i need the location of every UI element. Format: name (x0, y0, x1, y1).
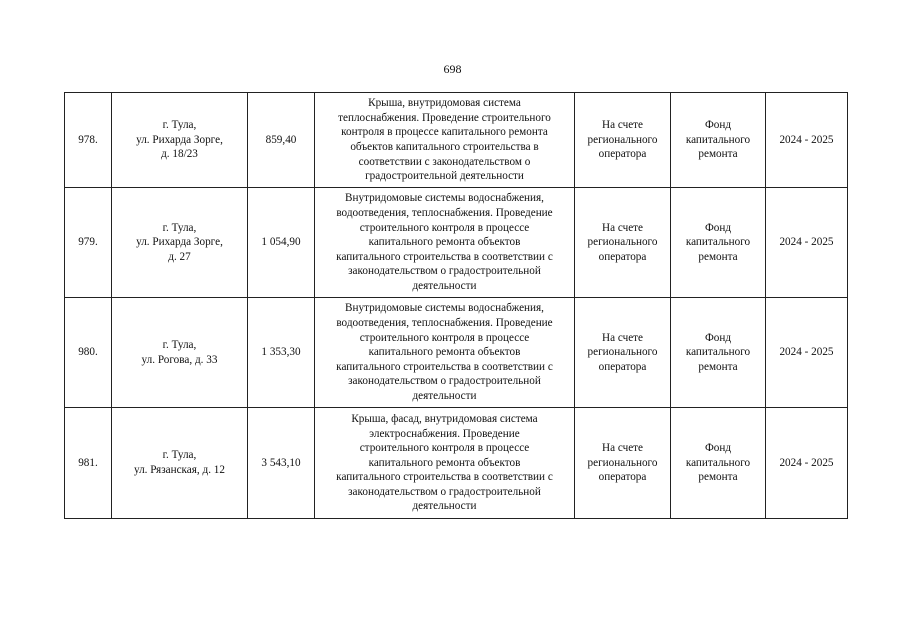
account-line: регионального (587, 133, 658, 146)
address-cell (112, 93, 248, 188)
work-line: капитального строительства в соответствии с (336, 250, 553, 263)
row-number: 979. (65, 188, 112, 298)
address-line: д. 18/23 (161, 148, 198, 161)
table-row (65, 188, 848, 298)
account-line: На счете (601, 331, 644, 344)
fund-line: Фонд (704, 442, 732, 455)
work-line: Внутридомовые системы водоснабжения, (345, 192, 544, 205)
area-cell: 859,40 (248, 93, 315, 188)
work-description-cell (315, 188, 575, 298)
account-line: На счете (601, 221, 644, 234)
fund-line: капитального (685, 133, 751, 146)
work-line: теплоснабжения. Проведение строительного (338, 111, 551, 124)
address-line: г. Тула, (162, 338, 197, 351)
area-cell: 1 054,90 (248, 188, 315, 298)
account-line: оператора (598, 471, 647, 484)
work-line: Крыша, внутридомовая система (368, 97, 521, 110)
account-cell (575, 408, 671, 519)
fund-line: Фонд (704, 331, 732, 344)
page-number: 698 (443, 62, 462, 76)
work-line: Внутридомовые системы водоснабжения, (345, 302, 544, 315)
address-line: ул. Рогова, д. 33 (141, 353, 218, 366)
account-cell (575, 93, 671, 188)
work-line: контроля в процессе капитального ремонта (341, 126, 548, 139)
fund-line: ремонта (698, 360, 738, 373)
work-description-cell (315, 93, 575, 188)
fund-cell (671, 298, 766, 408)
work-line: электроснабжения. Проведение (369, 427, 520, 440)
work-line: Крыша, фасад, внутридомовая система (351, 412, 538, 425)
work-line: градостроительной деятельности (365, 170, 524, 183)
work-line: законодательством о градостроительной (348, 265, 541, 278)
work-line: водоотведения, теплоснабжения. Проведение (336, 317, 553, 330)
fund-line: ремонта (698, 471, 738, 484)
account-line: регионального (587, 456, 658, 469)
period-cell: 2024 - 2025 (766, 298, 848, 408)
area-cell: 3 543,10 (248, 408, 315, 519)
area-cell: 1 353,30 (248, 298, 315, 408)
fund-line: капитального (685, 346, 751, 359)
period-cell: 2024 - 2025 (766, 188, 848, 298)
fund-line: ремонта (698, 250, 738, 263)
period-cell: 2024 - 2025 (766, 408, 848, 519)
fund-line: ремонта (698, 148, 738, 161)
account-line: На счете (601, 442, 644, 455)
work-line: строительного контроля в процессе (359, 442, 530, 455)
address-line: г. Тула, (162, 449, 197, 462)
work-line: капитального ремонта объектов (368, 346, 521, 359)
table-row (65, 408, 848, 519)
work-line: водоотведения, теплоснабжения. Проведение (336, 207, 553, 220)
address-line: г. Тула, (162, 119, 197, 132)
work-line: деятельности (412, 500, 477, 513)
work-line: строительного контроля в процессе (359, 221, 530, 234)
address-line: д. 27 (168, 250, 191, 263)
account-cell (575, 298, 671, 408)
account-cell (575, 188, 671, 298)
fund-line: Фонд (704, 221, 732, 234)
work-line: капитального ремонта объектов (368, 236, 521, 249)
row-number: 981. (65, 408, 112, 519)
work-description-cell (315, 408, 575, 519)
work-line: объектов капитального строительства в (350, 141, 539, 153)
work-line: капитального строительства в соответствии с (336, 360, 553, 373)
account-line: оператора (598, 148, 647, 161)
account-line: регионального (587, 236, 658, 249)
work-line: деятельности (412, 279, 477, 292)
address-cell (112, 298, 248, 408)
address-line: ул. Рихарда Зорге, (136, 133, 223, 146)
work-line: деятельности (412, 389, 477, 402)
work-line: строительного контроля в процессе (359, 331, 530, 344)
fund-cell (671, 188, 766, 298)
work-line: законодательством о градостроительной (348, 375, 541, 388)
address-cell (112, 188, 248, 298)
work-line: капитального ремонта объектов (368, 456, 521, 469)
repair-register-table (64, 92, 848, 519)
address-line: г. Тула, (162, 221, 197, 234)
period-cell: 2024 - 2025 (766, 93, 848, 188)
table-row (65, 298, 848, 408)
fund-cell (671, 408, 766, 519)
account-line: оператора (598, 250, 647, 263)
account-line: оператора (598, 360, 647, 373)
row-number: 978. (65, 93, 112, 188)
table-row (65, 93, 848, 188)
address-line: ул. Рязанская, д. 12 (133, 464, 225, 476)
fund-line: капитального (685, 456, 751, 469)
account-line: регионального (587, 346, 658, 359)
work-line: соответствии с законодательством о (358, 155, 531, 168)
fund-cell (671, 93, 766, 188)
work-description-cell (315, 298, 575, 408)
address-line: ул. Рихарда Зорге, (136, 236, 223, 249)
work-line: капитального строительства в соответствии с (336, 471, 553, 484)
row-number: 980. (65, 298, 112, 408)
account-line: На счете (601, 119, 644, 132)
work-line: законодательством о градостроительной (348, 485, 541, 498)
address-cell (112, 408, 248, 519)
fund-line: капитального (685, 236, 751, 249)
fund-line: Фонд (704, 119, 732, 132)
